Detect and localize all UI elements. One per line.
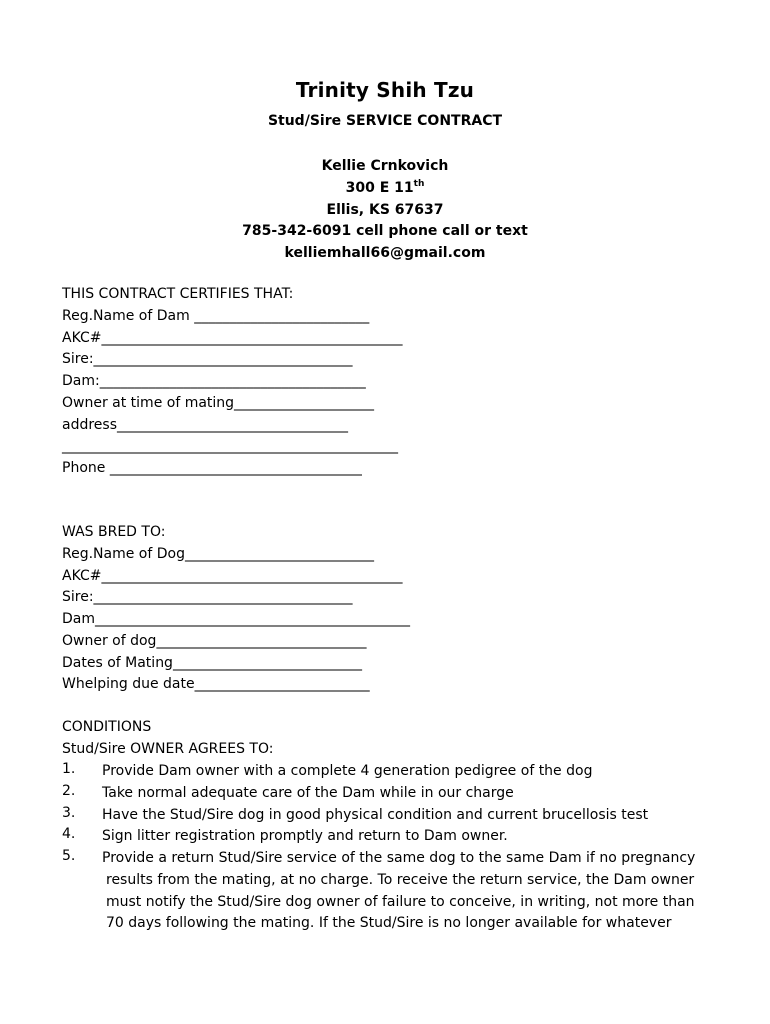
dam-akc-field[interactable]: AKC#___________________________________________ <box>62 329 403 346</box>
condition-number: 4. <box>62 826 76 843</box>
dam-address-field-2[interactable]: ________________________________________________ <box>62 438 398 455</box>
document-title: Trinity Shih Tzu <box>295 78 475 102</box>
contact-street-line <box>0 178 770 200</box>
dam-sire-field[interactable]: Sire:_____________________________________ <box>62 351 353 368</box>
condition-text: Provide Dam owner with a complete 4 generation pedigree of the dog <box>102 763 593 779</box>
contact-phone: 785-342-6091 cell phone call or text <box>242 223 528 240</box>
contact-name: Kellie Crnkovich <box>321 158 449 174</box>
condition-text-continued: must notify the Stud/Sire dog owner of failure to conceive, in writing, not more than <box>106 893 695 910</box>
conditions-heading: CONDITIONS <box>62 719 152 735</box>
condition-text: Have the Stud/Sire dog in good physical condition and current brucellosis test <box>102 806 649 823</box>
whelping-due-date-field[interactable]: Whelping due date_________________________ <box>62 676 370 693</box>
condition-item <box>62 761 722 783</box>
condition-text: Sign litter registration promptly and return to Dam owner. <box>102 828 508 845</box>
sire-dam-field[interactable]: Dam_____________________________________________ <box>62 611 410 627</box>
condition-text: Provide a return Stud/Sire service of the same dog to the same Dam if no pregnancy <box>102 850 696 866</box>
conditions-subheading: Stud/Sire OWNER AGREES TO: <box>62 740 274 757</box>
sire-reg-name-field[interactable]: Reg.Name of Dog___________________________ <box>62 545 374 562</box>
sire-sire-field[interactable]: Sire:_____________________________________ <box>62 589 353 606</box>
sire-section <box>62 522 410 696</box>
dam-phone-field[interactable]: Phone ____________________________________ <box>62 460 362 476</box>
dam-dam-field[interactable]: Dam:______________________________________ <box>62 373 366 389</box>
condition-number: 2. <box>62 782 76 799</box>
condition-item <box>62 848 722 935</box>
dam-reg-name-field[interactable]: Reg.Name of Dam _________________________ <box>62 307 370 324</box>
sire-owner-field[interactable]: Owner of dog______________________________ <box>62 632 367 649</box>
contact-city: Ellis, KS 67637 <box>326 201 444 218</box>
mating-dates-field[interactable]: Dates of Mating___________________________ <box>62 654 362 671</box>
condition-text-continued: results from the mating, at no charge. To receive the return service, the Dam owner <box>106 871 695 888</box>
condition-number: 1. <box>62 761 76 777</box>
sire-akc-field[interactable]: AKC#___________________________________________ <box>62 567 403 584</box>
dam-section-heading: THIS CONTRACT CERTIFIES THAT: <box>62 286 294 302</box>
contact-email: kelliemhall66@gmail.com <box>284 245 486 261</box>
condition-text: Take normal adequate care of the Dam while in our charge <box>102 784 514 801</box>
dam-address-field[interactable]: address_________________________________ <box>62 416 349 433</box>
condition-item <box>62 783 722 805</box>
conditions-header <box>62 717 273 761</box>
dam-owner-field[interactable]: Owner at time of mating____________________ <box>62 394 375 411</box>
dam-section <box>62 284 403 480</box>
condition-number: 5. <box>62 848 76 864</box>
contact-street-suffix: th <box>413 178 425 189</box>
condition-item <box>62 805 722 827</box>
condition-text-continued: 70 days following the mating. If the Stud/Sire is no longer available for whatever <box>106 915 672 932</box>
conditions-list <box>62 761 722 935</box>
condition-item <box>62 826 722 848</box>
contact-street: 300 E 11 <box>345 179 414 196</box>
contact-block <box>0 156 770 265</box>
document-subtitle: Stud/Sire SERVICE CONTRACT <box>267 113 503 129</box>
sire-section-heading: WAS BRED TO: <box>62 524 166 540</box>
condition-number: 3. <box>62 804 76 821</box>
